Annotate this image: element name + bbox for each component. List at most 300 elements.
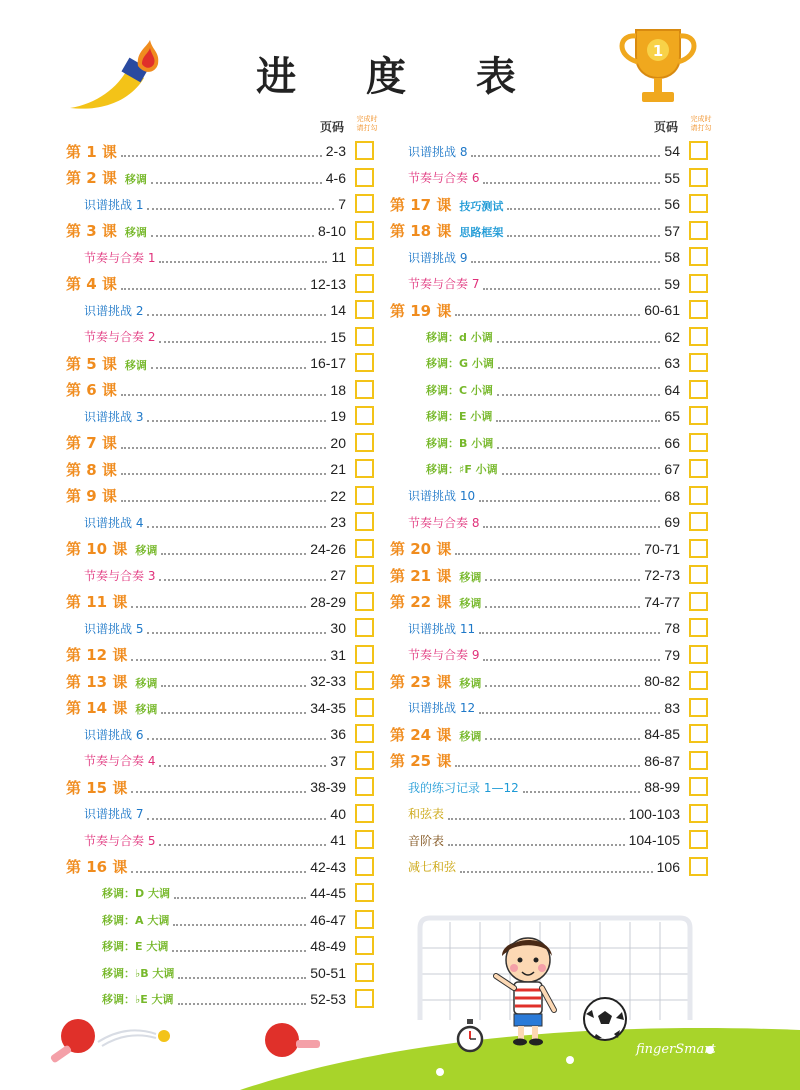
progress-row (66, 138, 378, 165)
page-number: 104-105 (628, 832, 680, 849)
progress-row (66, 721, 378, 748)
lesson-title: 第 6 课 (66, 381, 117, 400)
completion-checkbox[interactable] (355, 671, 374, 690)
page-number: 57 (664, 222, 680, 239)
item-label: 识谱挑战 1 (84, 197, 144, 212)
page-number: 22 (330, 487, 346, 504)
page-title: 进 度 表 (256, 54, 544, 100)
item-label: 节奏与合奏 9 (408, 648, 480, 663)
completion-checkbox[interactable] (689, 857, 708, 876)
progress-row (390, 165, 712, 192)
progress-row (66, 933, 378, 960)
completion-checkbox[interactable] (355, 406, 374, 425)
completion-checkbox[interactable] (689, 380, 708, 399)
lesson-label (66, 353, 147, 374)
lesson-title: 第 7 课 (66, 434, 117, 453)
completion-checkbox[interactable] (689, 565, 708, 584)
lesson-label (66, 459, 117, 480)
progress-row (390, 138, 712, 165)
dot-leader (471, 155, 660, 157)
completion-checkbox[interactable] (689, 724, 708, 743)
page-number: 2-3 (325, 143, 346, 160)
progress-row (390, 695, 712, 722)
completion-checkbox[interactable] (689, 618, 708, 637)
item-label: 节奏与合奏 7 (408, 277, 480, 292)
item-label: 节奏与合奏 2 (84, 330, 156, 345)
dot-leader (147, 526, 326, 528)
page-number: 18 (330, 381, 346, 398)
lesson-label (66, 141, 117, 162)
done-header: 完成时请打勾 (356, 115, 378, 132)
completion-checkbox[interactable] (689, 353, 708, 372)
dot-leader (483, 182, 660, 184)
completion-checkbox[interactable] (689, 433, 708, 452)
progress-row (66, 536, 378, 563)
progress-row (390, 748, 712, 775)
dot-leader (498, 367, 661, 369)
dot-leader (507, 208, 660, 210)
progress-row (66, 430, 378, 457)
dot-leader (174, 897, 306, 899)
page-number: 11 (331, 249, 346, 266)
page-header: 页码 (653, 120, 678, 134)
page-number: 38-39 (310, 779, 346, 796)
dot-leader (121, 447, 327, 449)
page-number: 40 (330, 805, 346, 822)
lesson-title: 第 9 课 (66, 487, 117, 506)
dot-leader (479, 632, 660, 634)
page-number: 42-43 (310, 858, 346, 875)
page-number: 19 (330, 408, 346, 425)
progress-row (66, 350, 378, 377)
lesson-subtitle: 移调 (459, 570, 482, 584)
progress-row (390, 589, 712, 616)
completion-checkbox[interactable] (355, 963, 374, 982)
lesson-label (390, 194, 503, 215)
dot-leader (483, 659, 660, 661)
completion-checkbox[interactable] (689, 486, 708, 505)
progress-row (390, 721, 712, 748)
completion-checkbox[interactable] (689, 168, 708, 187)
lesson-label (66, 697, 157, 718)
dot-leader (448, 844, 625, 846)
dot-leader (121, 155, 322, 157)
page-number: 72-73 (644, 567, 680, 584)
completion-checkbox[interactable] (689, 300, 708, 319)
dot-leader (131, 791, 306, 793)
item-label: 移调：B 小调 (426, 436, 494, 450)
item-label: 识谱挑战 2 (84, 303, 144, 318)
completion-checkbox[interactable] (355, 883, 374, 902)
item-label: 识谱挑战 10 (408, 489, 476, 504)
item-label: 移调：♭E 大调 (102, 993, 174, 1007)
page-number: 23 (330, 514, 346, 531)
lesson-subtitle: 移调 (124, 358, 147, 372)
completion-checkbox[interactable] (355, 618, 374, 637)
lesson-title: 第 24 课 (390, 725, 452, 744)
completion-checkbox[interactable] (355, 512, 374, 531)
page-number: 20 (330, 434, 346, 451)
progress-row (66, 403, 378, 430)
page-number: 54 (664, 143, 680, 160)
page-number: 52-53 (310, 991, 346, 1008)
page-number: 80-82 (644, 673, 680, 690)
dot-leader (147, 420, 326, 422)
lesson-label (66, 591, 127, 612)
progress-row (66, 324, 378, 351)
dot-leader (178, 977, 306, 979)
completion-checkbox[interactable] (689, 777, 708, 796)
dot-leader (147, 818, 326, 820)
lesson-subtitle: 移调 (459, 676, 482, 690)
item-label: 节奏与合奏 3 (84, 568, 156, 583)
lesson-subtitle: 移调 (135, 703, 158, 717)
progress-row (390, 297, 712, 324)
progress-row (66, 907, 378, 934)
lesson-label (66, 273, 117, 294)
page-number: 60-61 (644, 302, 680, 319)
page-number: 36 (330, 726, 346, 743)
right-progress-list (390, 138, 712, 880)
progress-row (390, 854, 712, 881)
lesson-title: 第 8 课 (66, 460, 117, 479)
lesson-title: 第 25 课 (390, 752, 452, 771)
progress-row (390, 191, 712, 218)
completion-checkbox[interactable] (355, 777, 374, 796)
page-number: 55 (664, 169, 680, 186)
completion-checkbox[interactable] (689, 645, 708, 664)
lesson-label (66, 671, 157, 692)
lesson-title: 第 22 课 (390, 593, 452, 612)
ping-pong-paddle-icon (262, 1018, 322, 1064)
progress-row (66, 297, 378, 324)
progress-row (66, 244, 378, 271)
progress-row (390, 403, 712, 430)
dot-leader (497, 447, 660, 449)
completion-checkbox[interactable] (689, 459, 708, 478)
lesson-title: 第 21 课 (390, 566, 452, 585)
progress-row (390, 271, 712, 298)
completion-checkbox[interactable] (355, 830, 374, 849)
progress-row (66, 960, 378, 987)
completion-checkbox[interactable] (355, 565, 374, 584)
completion-checkbox[interactable] (355, 459, 374, 478)
page-number: 84-85 (644, 726, 680, 743)
dot-leader (161, 685, 306, 687)
lesson-subtitle: 思路框架 (459, 226, 504, 240)
brand-logo: fingerSmart (636, 1042, 716, 1057)
item-label: 移调：E 大调 (102, 940, 169, 954)
item-label: 识谱挑战 9 (408, 250, 468, 265)
torch-icon (66, 38, 166, 114)
page-number: 63 (664, 355, 680, 372)
dot-leader (159, 765, 326, 767)
dot-leader (147, 208, 334, 210)
trophy-icon (612, 26, 704, 108)
dot-leader (151, 182, 322, 184)
progress-row (390, 827, 712, 854)
item-label: 我的练习记录 1—12 (408, 780, 519, 795)
progress-row (66, 854, 378, 881)
completion-checkbox[interactable] (689, 751, 708, 770)
item-label: 移调：d 小调 (426, 330, 493, 344)
dot-leader (460, 871, 653, 873)
progress-row (390, 509, 712, 536)
dot-leader (479, 500, 660, 502)
progress-row (390, 430, 712, 457)
item-label: 节奏与合奏 6 (408, 171, 480, 186)
page-number: 58 (664, 249, 680, 266)
completion-checkbox[interactable] (355, 804, 374, 823)
progress-row (66, 748, 378, 775)
dot-leader (455, 553, 640, 555)
lesson-title: 第 5 课 (66, 354, 117, 373)
completion-checkbox[interactable] (355, 353, 374, 372)
lesson-subtitle: 移调 (135, 676, 158, 690)
progress-row (390, 801, 712, 828)
page-number: 24-26 (310, 540, 346, 557)
item-label: 和弦表 (408, 807, 445, 822)
dot-leader (455, 314, 640, 316)
page-number: 41 (330, 832, 346, 849)
page-number: 66 (664, 434, 680, 451)
dot-leader (173, 924, 306, 926)
completion-checkbox[interactable] (355, 247, 374, 266)
progress-row (66, 668, 378, 695)
progress-row (390, 774, 712, 801)
page-number: 78 (664, 620, 680, 637)
progress-row (66, 191, 378, 218)
dot-leader (471, 261, 660, 263)
boy-icon (488, 928, 568, 1048)
item-label: 识谱挑战 7 (84, 807, 144, 822)
completion-checkbox[interactable] (689, 671, 708, 690)
page-number: 30 (330, 620, 346, 637)
lesson-subtitle: 移调 (459, 597, 482, 611)
completion-checkbox[interactable] (355, 221, 374, 240)
page-number: 59 (664, 275, 680, 292)
completion-checkbox[interactable] (355, 433, 374, 452)
completion-checkbox[interactable] (689, 830, 708, 849)
page-number: 15 (330, 328, 346, 345)
page-number: 68 (664, 487, 680, 504)
item-label: 移调：E 小调 (426, 410, 493, 424)
completion-checkbox[interactable] (689, 327, 708, 346)
completion-checkbox[interactable] (355, 592, 374, 611)
lesson-label (390, 538, 451, 559)
page-number: 83 (664, 699, 680, 716)
lesson-label (66, 856, 127, 877)
progress-row (66, 456, 378, 483)
item-label: 节奏与合奏 8 (408, 515, 480, 530)
progress-row (66, 774, 378, 801)
lesson-subtitle: 移调 (135, 544, 158, 558)
completion-checkbox[interactable] (355, 724, 374, 743)
dot-leader (131, 871, 306, 873)
left-column (66, 112, 378, 1013)
done-header: 完成时请打勾 (690, 115, 712, 132)
dot-leader (159, 579, 326, 581)
dot-leader (479, 712, 660, 714)
completion-checkbox[interactable] (689, 512, 708, 531)
item-label: 节奏与合奏 1 (84, 250, 156, 265)
lesson-title: 第 10 课 (66, 540, 128, 559)
completion-checkbox[interactable] (689, 221, 708, 240)
progress-row (390, 615, 712, 642)
page-number: 12-13 (310, 275, 346, 292)
completion-checkbox[interactable] (689, 698, 708, 717)
lesson-label (66, 485, 117, 506)
page-number: 69 (664, 514, 680, 531)
dot-leader (483, 288, 660, 290)
completion-checkbox[interactable] (689, 274, 708, 293)
item-label: 移调：A 大调 (102, 913, 170, 927)
progress-row (66, 509, 378, 536)
page-number: 48-49 (310, 938, 346, 955)
lesson-title: 第 13 课 (66, 672, 128, 691)
dot-leader (502, 473, 661, 475)
item-label: 移调：♭B 大调 (102, 966, 175, 980)
soccer-ball-icon (582, 996, 628, 1042)
lesson-label (66, 538, 157, 559)
dot-leader (523, 791, 640, 793)
dot-leader (147, 632, 326, 634)
dot-leader (147, 738, 326, 740)
lesson-label (66, 432, 117, 453)
progress-row (66, 695, 378, 722)
page-number: 37 (330, 752, 346, 769)
item-label: 音阶表 (408, 833, 445, 848)
lesson-label (390, 591, 481, 612)
completion-checkbox[interactable] (689, 194, 708, 213)
lesson-title: 第 14 课 (66, 699, 128, 718)
completion-checkbox[interactable] (355, 486, 374, 505)
page-number: 70-71 (644, 540, 680, 557)
lesson-label (390, 671, 481, 692)
dot-leader (496, 420, 660, 422)
completion-checkbox[interactable] (355, 141, 374, 160)
lesson-label (66, 379, 117, 400)
stopwatch-icon (455, 1018, 485, 1054)
page-number: 86-87 (644, 752, 680, 769)
progress-row (66, 589, 378, 616)
dot-leader (151, 367, 306, 369)
progress-row (66, 642, 378, 669)
page-number: 50-51 (310, 964, 346, 981)
item-label: 识谱挑战 6 (84, 727, 144, 742)
dot-leader (497, 341, 661, 343)
completion-checkbox[interactable] (689, 141, 708, 160)
completion-checkbox[interactable] (355, 698, 374, 717)
progress-row (66, 377, 378, 404)
item-label: 识谱挑战 3 (84, 409, 144, 424)
completion-checkbox[interactable] (355, 539, 374, 558)
page-number: 28-29 (310, 593, 346, 610)
lesson-label (390, 724, 481, 745)
completion-checkbox[interactable] (355, 274, 374, 293)
item-label: 识谱挑战 11 (408, 621, 476, 636)
lesson-label (390, 300, 451, 321)
completion-checkbox[interactable] (355, 327, 374, 346)
lesson-title: 第 16 课 (66, 858, 128, 877)
completion-checkbox[interactable] (355, 936, 374, 955)
completion-checkbox[interactable] (355, 380, 374, 399)
page-number: 31 (330, 646, 346, 663)
dot-leader (485, 685, 640, 687)
page-number: 100-103 (628, 805, 680, 822)
item-label: 移调：C 小调 (426, 383, 493, 397)
lesson-subtitle: 移调 (124, 173, 147, 187)
progress-row (390, 483, 712, 510)
dot-leader (131, 659, 326, 661)
progress-row (390, 642, 712, 669)
completion-checkbox[interactable] (689, 406, 708, 425)
completion-checkbox[interactable] (689, 804, 708, 823)
dot-leader (483, 526, 660, 528)
dot-leader (121, 288, 306, 290)
completion-checkbox[interactable] (689, 592, 708, 611)
lesson-title: 第 2 课 (66, 169, 117, 188)
completion-checkbox[interactable] (355, 168, 374, 187)
page-number: 27 (330, 567, 346, 584)
item-label: 节奏与合奏 5 (84, 833, 156, 848)
dot-leader (131, 606, 306, 608)
page-number: 44-45 (310, 885, 346, 902)
progress-row (390, 456, 712, 483)
page-number: 79 (664, 646, 680, 663)
item-label: 识谱挑战 8 (408, 144, 468, 159)
completion-checkbox[interactable] (689, 539, 708, 558)
left-column-header (66, 112, 378, 138)
completion-checkbox[interactable] (355, 751, 374, 770)
item-label: 移调：G 小调 (426, 357, 494, 371)
ping-pong-ball-icon (96, 1020, 176, 1050)
progress-row (66, 562, 378, 589)
page-number: 14 (330, 302, 346, 319)
dot-leader (448, 818, 625, 820)
page-number: 4-6 (325, 169, 346, 186)
lesson-title: 第 1 课 (66, 142, 117, 161)
progress-row (390, 350, 712, 377)
page-number: 56 (664, 196, 680, 213)
lesson-label (66, 167, 147, 188)
dot-leader (121, 500, 327, 502)
progress-row (390, 668, 712, 695)
lesson-title: 第 19 课 (390, 301, 452, 320)
completion-checkbox[interactable] (355, 857, 374, 876)
completion-checkbox[interactable] (355, 194, 374, 213)
completion-checkbox[interactable] (689, 247, 708, 266)
progress-row (390, 377, 712, 404)
progress-row (66, 483, 378, 510)
lesson-title: 第 18 课 (390, 222, 452, 241)
progress-row (66, 165, 378, 192)
dot-leader (161, 712, 306, 714)
item-label: 移调：♯F 小调 (426, 463, 498, 477)
page-number: 88-99 (644, 779, 680, 796)
dot-leader (121, 473, 327, 475)
progress-row (66, 801, 378, 828)
dot-leader (485, 738, 640, 740)
lesson-title: 第 23 课 (390, 672, 452, 691)
page-number: 64 (664, 381, 680, 398)
lesson-title: 第 3 课 (66, 222, 117, 241)
dot-leader (159, 261, 327, 263)
completion-checkbox[interactable] (355, 300, 374, 319)
completion-checkbox[interactable] (355, 645, 374, 664)
progress-row (390, 324, 712, 351)
completion-checkbox[interactable] (355, 910, 374, 929)
